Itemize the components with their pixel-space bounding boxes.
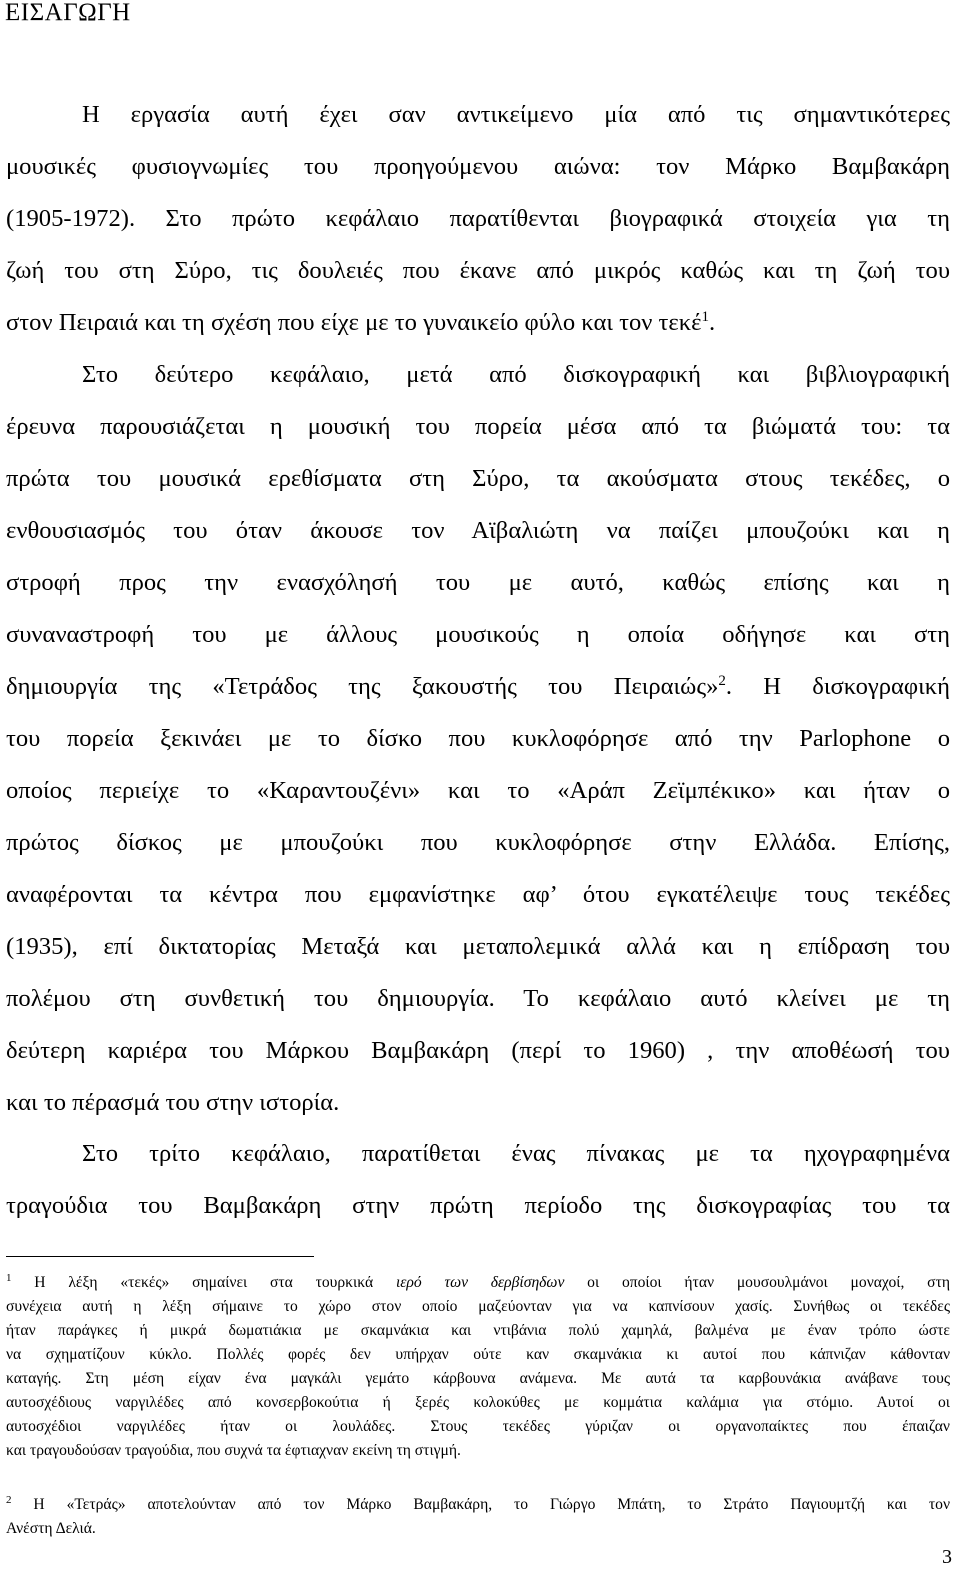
text-segment: οι οποίοι ήταν μουσουλμάνοι μοναχοί, στη [587,1274,951,1291]
text-line: οποίος περιείχε το «Καραντουζένι» και το «Αράπ Ζεϊμπέκικο» και ήταν ο [6,777,950,804]
footnote-ref-2: 2 [718,673,726,689]
footnote-separator [6,1256,314,1257]
footnote-line [6,1493,950,1517]
footnote-number: 2 [6,1494,12,1506]
text-segment: δημιουργία της «Τετράδος της ξακουστής του Πειραιώς» [6,673,719,700]
text-line: ενθουσιασμός του όταν άκουσε τον Αϊβαλιώτη να παίζει μπουζούκι και η [6,517,950,544]
text-line: μουσικές φυσιογνωμίες του προηγούμενου αιώνα: τον Μάρκο Βαμβακάρη [6,153,950,180]
footnote-line: ήταν παράγκες ή μικρά δωματιάκια με σκαμνάκια και ντιβάνια πολύ χαμηλά, βαλμένα με έναν τρόπο ώστε [6,1322,950,1339]
text-segment: Η λέξη «τεκές» σημαίνει στα τουρκικά [34,1274,374,1291]
footnote-line: αυτοσχέδιους ναργιλέδες από κονσερβοκούτια ή ξερές κολοκύθες με κομμάτια καλάμια για στόμιο. Αυτοί οι [6,1394,950,1411]
text-line: ζωή του στη Σύρο, τις δουλειές που έκανε από μικρός καθώς και τη ζωή του [6,257,950,284]
footnote-line: αυτοσχέδιοι ναργιλέδες ήταν οι λουλάδες. Στους τεκέδες γύριζαν οι οργανοπαίκτες που έπαιζαν [6,1418,950,1435]
text-line: δεύτερη καριέρα του Μάρκου Βαμβακάρη (περί το 1960) , την αποθέωσή του [6,1037,950,1064]
text-line: πολέμου στη συνθετική του δημιουργία. Το κεφάλαιο αυτό κλείνει με τη [6,985,950,1012]
footnote-line: Ανέστη Δελιά. [6,1520,96,1537]
page-heading: ΕΙΣΑΓΩΓΗ [5,0,131,26]
page-number: 3 [942,1546,952,1568]
body-paragraph-1 [6,89,950,1129]
italic-term: ιερό των δερβίσηδων [395,1274,565,1291]
text-line [6,661,950,713]
text-line: συναναστροφή του με άλλους μουσικούς η οποία οδήγησε και στη [6,621,950,648]
footnote-2 [6,1493,950,1541]
text-line: στροφή προς την ενασχόλησή του με αυτό, καθώς επίσης και η [6,569,950,596]
text-line: και το πέρασμά του στην ιστορία. [6,1089,340,1116]
text-line: αναφέρονται τα κέντρα που εμφανίστηκε αφ’ ότου εγκατέλειψε τους τεκέδες [6,881,950,908]
footnote-ref-1: 1 [701,309,709,325]
footnote-line: καταγής. Στη μέση είχαν ένα μαγκάλι γεμάτο κάρβουνα ανάμενα. Με αυτά τα καρβουνάκια ανάβανε τους [6,1370,950,1387]
text-line: πρώτος δίσκος με μπουζούκι που κυκλοφόρησε στην Ελλάδα. Επίσης, [6,829,950,856]
text-line: Η εργασία αυτή έχει σαν αντικείμενο μία από τις σημαντικότερες [82,101,950,128]
text-segment: . Η δισκογραφική [725,673,950,700]
footnote-line: να σχηματίζουν κύκλο. Πολλές φορές δεν υπήρχαν ούτε καν σκαμνάκια κι αυτοί που κάπνιζαν κάθονταν [6,1346,950,1363]
text-line: στον Πειραιά και τη σχέση που είχε με το γυναικείο φύλο και τον τεκέ$^1$. [6,309,716,336]
body-paragraph-2 [6,1128,950,1232]
footnote-line: και τραγουδούσαν τραγούδια, που συχνά τα έφτιαχναν εκείνη τη στιγμή. [6,1442,461,1459]
text-line: του πορεία ξεκινάει με το δίσκο που κυκλοφόρησε από την Parlophone ο [6,725,950,752]
text-line: (1935), επί δικτατορίας Μεταξά και μεταπολεμικά αλλά και η επίδραση του [6,933,950,960]
text-line: (1905-1972). Στο πρώτο κεφάλαιο παρατίθενται βιογραφικά στοιχεία για τη [6,205,950,232]
text-line: Στο δεύτερο κεφάλαιο, μετά από δισκογραφική και βιβλιογραφική [82,361,950,388]
footnote-line: συνέχεια αυτή η λέξη σήμαινε το χώρο στον οποίο μαζεύονταν για να καπνίσουν χασίς. Συνήθως οι τεκέδες [6,1298,950,1315]
footnote-1 [6,1271,950,1463]
text-segment: Η «Τετράς» αποτελούνταν από τον Μάρκο Βαμβακάρη, το Γιώργο Μπάτη, το Στράτο Παγιουμτζή και τον [33,1496,950,1513]
text-line: πρώτα του μουσικά ερεθίσματα στη Σύρο, τα ακούσματα στους τεκέδες, ο [6,465,950,492]
text-line: τραγούδια του Βαμβακάρη στην πρώτη περίοδο της δισκογραφίας του τα [6,1192,950,1219]
text-segment: στον Πειραιά και τη σχέση που είχε με το γυναικείο φύλο και τον τεκέ [6,309,702,336]
text-line: Στο τρίτο κεφάλαιο, παρατίθεται ένας πίνακας με τα ηχογραφημένα [82,1140,950,1167]
text-line: έρευνα παρουσιάζεται η μουσική του πορεία μέσα από τα βιώματά του: τα [6,413,950,440]
footnote-number: 1 [6,1272,12,1284]
footnote-line [6,1271,950,1295]
